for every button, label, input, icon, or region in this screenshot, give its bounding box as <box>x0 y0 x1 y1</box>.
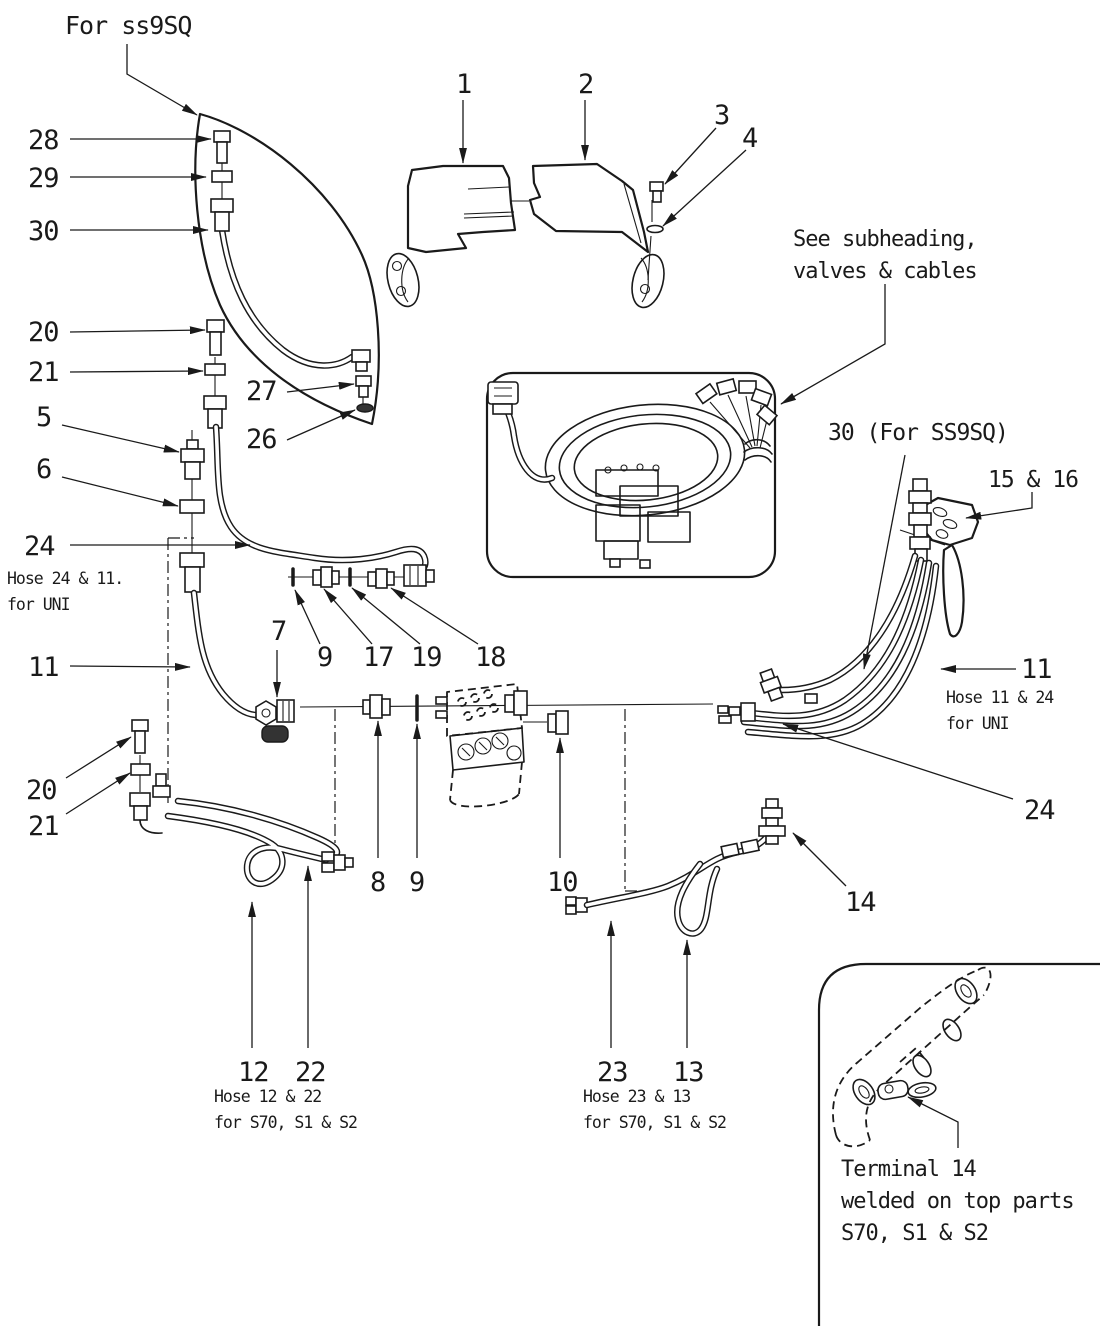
hose-30-fitting <box>211 199 233 231</box>
nut-21-upper <box>205 364 225 375</box>
hose-12-22-assembly <box>130 774 353 884</box>
callout-30: 30 <box>28 216 59 247</box>
callout-19: 19 <box>411 642 442 673</box>
callout-11-right: 11 <box>1021 654 1052 685</box>
leader-19 <box>352 588 420 644</box>
panel-2 <box>511 164 669 311</box>
note-hose23-2: for S70, S1 & S2 <box>583 1113 726 1132</box>
callout-18: 18 <box>475 642 506 673</box>
hose-12-end-fitting <box>130 793 162 833</box>
manifold-right-fitting <box>505 691 527 715</box>
fitting-17 <box>313 567 339 587</box>
fitting-20-upper <box>207 320 224 355</box>
cable-connector-left <box>488 382 518 414</box>
hose-30-loop <box>195 114 378 424</box>
washer-4 <box>647 226 663 233</box>
callout-4: 4 <box>742 123 758 154</box>
callout-24-left: 24 <box>24 531 55 562</box>
leader-21-lower <box>66 773 130 814</box>
leader-11-left <box>70 666 190 667</box>
note-hose24-2: for UNI <box>7 595 70 614</box>
hose-24-end-fitting <box>404 565 434 586</box>
note-terminal-1: Terminal 14 <box>841 1157 976 1182</box>
leader-20-lower <box>66 737 131 778</box>
fitting-8 <box>363 695 390 718</box>
bracket-fitting-stack <box>909 479 931 561</box>
hose-24-fitting <box>204 396 226 428</box>
callout-1: 1 <box>456 69 472 100</box>
fitting-28 <box>214 131 230 163</box>
callout-23: 23 <box>597 1057 628 1088</box>
cable-connectors-right <box>696 379 777 462</box>
leader-24-right <box>783 724 1013 799</box>
hose-bundle-11-24-30 <box>718 556 936 736</box>
nut-6 <box>180 500 204 513</box>
top-part-bracket-dashed <box>833 968 991 1147</box>
fittings-row <box>288 565 434 588</box>
bolt-27 <box>356 376 371 397</box>
callout-9-row: 9 <box>317 642 333 673</box>
callout-10: 10 <box>547 867 578 898</box>
callout-27: 27 <box>246 376 277 407</box>
leader-4 <box>663 150 746 226</box>
note-hose23-1: Hose 23 & 13 <box>583 1087 691 1106</box>
cable-coil <box>540 395 750 525</box>
elbow-fitting-7 <box>256 700 294 742</box>
terminal-inset <box>819 964 1100 1326</box>
nut-21-lower <box>131 764 150 775</box>
callout-24-right: 24 <box>1024 795 1055 826</box>
callout-20-lower: 20 <box>26 775 57 806</box>
fitting-18 <box>368 569 394 588</box>
bracket-holes <box>849 974 982 1108</box>
leader-18 <box>391 588 478 644</box>
leader-5 <box>62 425 179 452</box>
callout-5: 5 <box>36 402 52 433</box>
note-see-subheading-2: valves & cables <box>793 259 977 284</box>
note-15-16: 15 & 16 <box>988 467 1078 493</box>
callout-22: 22 <box>295 1057 326 1088</box>
washer-26 <box>357 404 373 412</box>
note-hose11-1: Hose 11 & 24 <box>946 688 1054 707</box>
bundle-end-fittings <box>718 694 817 723</box>
leader-6 <box>62 477 178 506</box>
leader-3 <box>665 128 716 184</box>
note-hose11-2: for UNI <box>946 714 1009 733</box>
callout-13: 13 <box>673 1057 704 1088</box>
callout-14: 14 <box>845 887 876 918</box>
callout-21-lower: 21 <box>28 811 59 842</box>
callout-29: 29 <box>28 163 59 194</box>
cable-box <box>487 373 777 577</box>
leader-20-upper <box>70 330 205 332</box>
callout-8: 8 <box>370 867 386 898</box>
callout-3: 3 <box>714 100 730 131</box>
callout-9-lower: 9 <box>409 867 425 898</box>
callout-17: 17 <box>363 642 394 673</box>
hose-11-fitting <box>180 553 204 592</box>
callout-20-upper: 20 <box>28 317 59 348</box>
callout-21-upper: 21 <box>28 357 59 388</box>
note-terminal-2: welded on top parts <box>841 1189 1074 1214</box>
nut-29 <box>212 171 232 182</box>
leader-26 <box>287 410 355 440</box>
fitting-20-lower <box>132 720 148 753</box>
note-see-subheading-1: See subheading, <box>793 227 977 252</box>
leader-17 <box>324 589 372 644</box>
valve-block <box>596 464 690 568</box>
note-hose12-2: for S70, S1 & S2 <box>214 1113 357 1132</box>
note-hose24-1: Hose 24 & 11. <box>7 569 124 588</box>
fitting-5 <box>181 440 204 479</box>
plug-10 <box>548 711 568 734</box>
leader-14 <box>793 833 846 886</box>
note-terminal-3: S70, S1 & S2 <box>841 1221 988 1246</box>
leader-see-subheading <box>781 284 885 404</box>
callout-12: 12 <box>238 1057 269 1088</box>
callout-7: 7 <box>271 616 287 647</box>
terminal-leader <box>908 1097 958 1148</box>
welded-terminal-14 <box>877 1080 937 1101</box>
callout-28: 28 <box>28 125 59 156</box>
text-labels <box>7 11 1078 1246</box>
callout-11-left: 11 <box>28 652 59 683</box>
note-for-ss9sq: For ss9SQ <box>65 11 192 40</box>
note-30-ss9sq: 30 (For SS9SQ) <box>828 420 1008 446</box>
manifold-block <box>436 684 527 807</box>
leader-21-upper <box>70 371 203 372</box>
leader-9-row <box>295 590 320 644</box>
hose-23-13-assembly <box>566 799 785 934</box>
panel-1 <box>382 166 515 310</box>
callout-26: 26 <box>246 424 277 455</box>
screw-3 <box>650 182 663 202</box>
hose-30-end-fitting <box>352 350 370 371</box>
callout-6: 6 <box>36 454 52 485</box>
hose-30-bundle-fitting <box>757 668 784 702</box>
leader-for-ss9sq <box>127 44 197 115</box>
hose-11-left <box>180 553 261 715</box>
note-hose12-1: Hose 12 & 22 <box>214 1087 322 1106</box>
callout-2: 2 <box>578 69 594 100</box>
construction-lines <box>140 162 713 891</box>
